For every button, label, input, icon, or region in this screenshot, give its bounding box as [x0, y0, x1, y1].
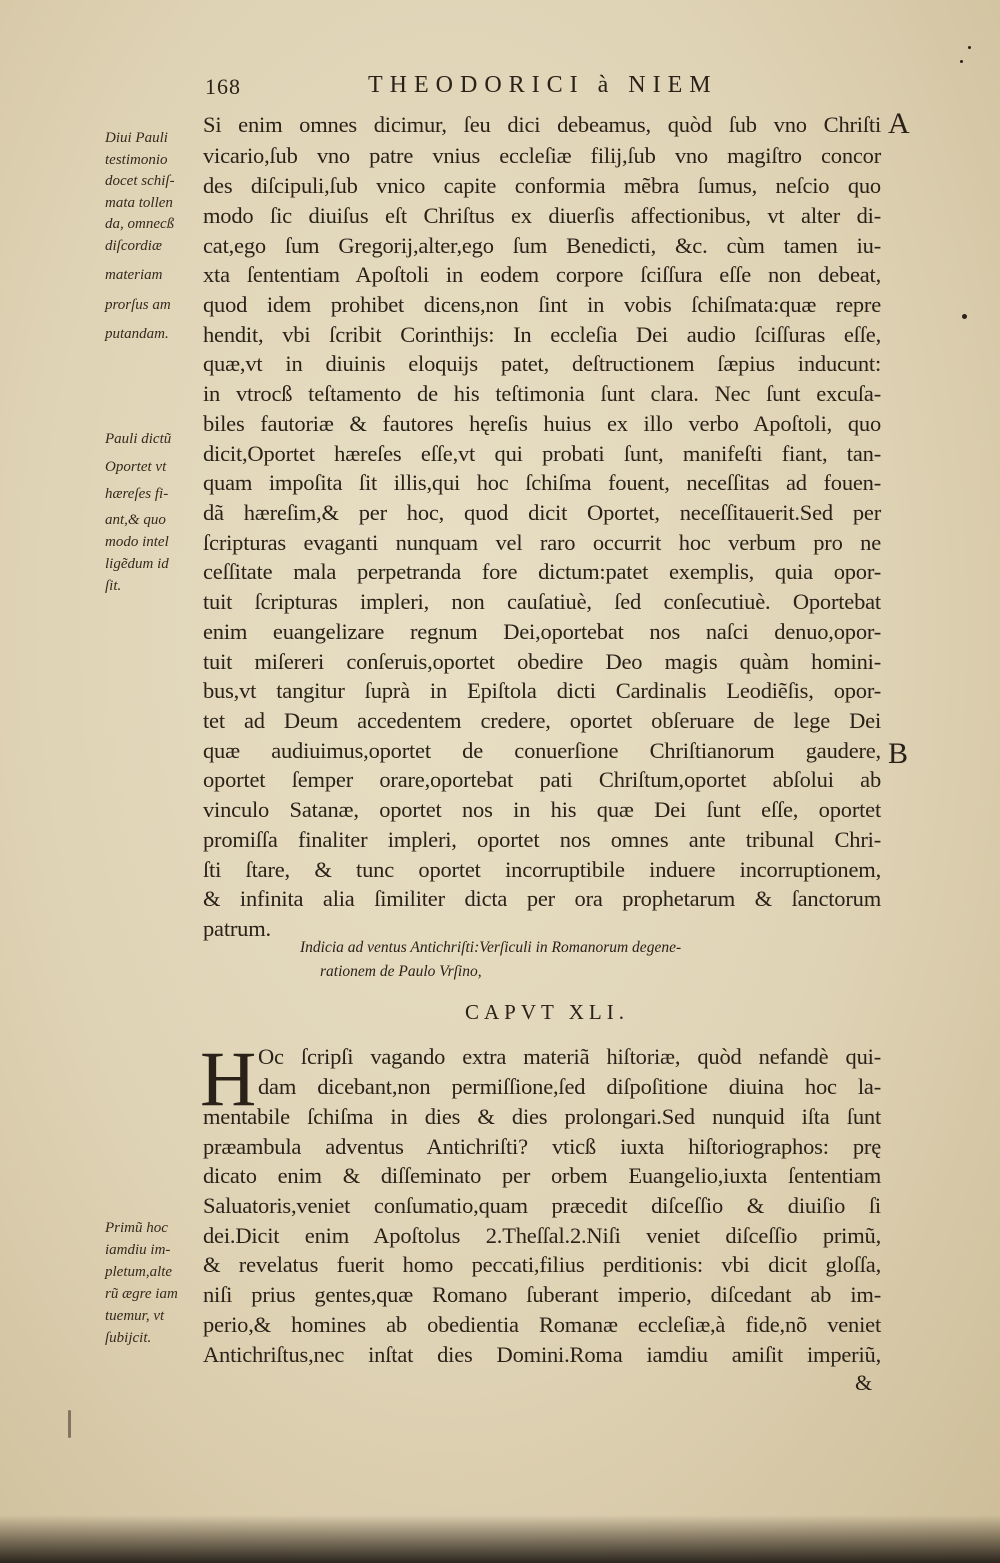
- marginal-note-line: ſit.: [105, 578, 122, 594]
- text-line: niſi prius gentes,quæ Romano ſuberant imperio, diſcedant ab im-: [203, 1282, 881, 1307]
- text-line: ſti ſtare, & tunc oportet incorruptibile induere incorruptionem,: [203, 857, 881, 882]
- text-line: xta ſententiam Apoſtoli in eodem corpore ſciſſura eſſe non debeat,: [203, 262, 881, 287]
- text-line: modo ſic diuiſus eſt Chriſtus ex diuerſis affectionibus, vt alter di-: [203, 203, 881, 228]
- text-line: Oc ſcripſi vagando extra materiã hiſtoriæ, quòd nefandè qui-: [258, 1044, 881, 1069]
- text-line: ſcripturas evaganti nunquam vel raro occurrit hoc verbum pro ne: [203, 530, 881, 555]
- chapter-summary-line: Indicia ad ventus Antichriſti:Verſiculi in Romanorum degene-: [300, 939, 682, 956]
- ink-spot: [968, 46, 971, 49]
- marginal-note-line: modo intel: [105, 534, 169, 550]
- text-line: dicit,Oportet hæreſes eſſe,vt qui probati ſunt, manifeſti fiant, tan-: [203, 441, 881, 466]
- text-line: bus,vt tangitur ſuprà in Epiſtola dicti Cardinalis Leodiẽſis, opor-: [203, 678, 881, 703]
- drop-capital: H: [200, 1035, 257, 1122]
- marginal-note-line: da, omnecß: [105, 216, 175, 232]
- text-line: cat,ego ſum Gregorij,alter,ego ſum Benedicti, &c. cùm tamen iu-: [203, 233, 881, 258]
- marginal-note-line: tuemur, vt: [105, 1308, 165, 1324]
- text-line: quæ,vt in diuinis eloquijs patet, deſtructionem ſæpius inducunt:: [203, 351, 881, 376]
- text-line: enim euangelizare regnum Dei,oportebat nos naſci denuo,opor-: [203, 619, 881, 644]
- text-line: & infinita alia ſimiliter dicta per ora prophetarum & ſanctorum: [203, 886, 881, 911]
- marginal-note-1: [105, 128, 205, 346]
- page-header: [205, 72, 795, 104]
- text-line: vicario,ſub vno patre vnius eccleſiæ filij,ſub vno magiſtro concor: [203, 143, 881, 168]
- marginal-note-line: ant,& quo: [105, 512, 166, 528]
- marginal-note-line: ſubijcit.: [105, 1330, 152, 1346]
- marginal-note-line: putandam.: [105, 326, 169, 342]
- text-line: promiſſa finaliter impleri, oportet nos omnes ante tribunal Chri-: [203, 827, 881, 852]
- text-line: dicato enim & diſſeminato per orbem Euangelio,iuxta ſententiam: [203, 1163, 881, 1188]
- catchword: &: [855, 1370, 873, 1395]
- marginal-note-line: materiam: [105, 267, 163, 283]
- text-line: Antichriſtus,nec inſtat dies Domini.Roma iamdiu amiſit imperiũ,: [203, 1342, 881, 1367]
- marginal-note-line: ligẽdum id: [105, 556, 169, 572]
- marginal-note-line: pletum,alte: [105, 1264, 173, 1280]
- text-line: mentabile ſchiſma in dies & dies prolongari.Sed nunquid iſta ſunt: [203, 1104, 881, 1129]
- chapter-title: CAPVT XLI.: [465, 1000, 629, 1024]
- marginal-note-line: testimonio: [105, 151, 168, 168]
- text-line: des diſcipuli,ſub vnico capite conformia mẽbra ſumus, neſcio quo: [203, 173, 881, 198]
- text-line: perio,& homines ab obedientia Romanæ eccleſiæ,à fide,nõ veniet: [203, 1312, 881, 1337]
- marginal-note-line: Pauli dictũ: [105, 431, 172, 447]
- text-line: tuit miſereri conſeruis,oportet obedire Deo magis quàm homini-: [203, 649, 881, 674]
- text-line: Si enim omnes dicimur, ſeu dici debeamus, quòd ſub vno Chriſti: [203, 112, 881, 137]
- text-line: ceſſitate mala perpetranda fore dictum:patet exemplis, quia opor-: [203, 559, 881, 584]
- text-line: in vtrocß teſtamento de his teſtimonia ſunt clara. Nec ſunt excuſa-: [203, 381, 881, 406]
- text-line: præambula adventus Antichriſti? vticß iuxta hiſtoriographos: prę: [203, 1134, 881, 1159]
- ink-spot: [960, 60, 963, 63]
- chapter-summary: [300, 936, 820, 984]
- page-number: 168: [205, 74, 241, 99]
- marginal-note-line: prorſus am: [105, 296, 171, 313]
- marginal-note-line: hæreſes fi-: [105, 486, 169, 502]
- marginal-note-line: Oportet vt: [105, 459, 167, 475]
- text-line: quod idem prohibet dicens,non ſint in vobis ſchiſmata:quæ repre: [203, 292, 881, 317]
- marginal-note-line: mata tollen: [105, 194, 173, 211]
- marginal-note-line: rũ ægre iam: [105, 1286, 178, 1302]
- text-line: Saluatoris,veniet conſumatio,quam præcedit diſceſſio & diuiſio ſi: [203, 1193, 881, 1218]
- ink-stroke: [68, 1410, 71, 1438]
- text-line: tet ad Deum accedentem credere, oportet obſeruare de lege Dei: [203, 708, 881, 733]
- text-line: oportet ſemper orare,oportebat pati Chriſtum,oportet abſolui ab: [203, 767, 881, 792]
- text-line: vinculo Satanæ, oportet nos in his quæ Dei ſunt eſſe, oportet: [203, 797, 881, 822]
- ink-spot: [962, 314, 967, 319]
- marginal-note-2: [105, 428, 205, 597]
- running-head: THEODORICI à NIEM: [368, 72, 718, 98]
- marginal-note-3: [105, 1217, 205, 1349]
- text-line: hendit, vbi ſcribit Corinthijs: In eccleſia Dei audio ſciſſuras eſſe,: [203, 322, 881, 347]
- page-edge-shadow: [0, 1515, 1000, 1563]
- marginal-note-line: Primũ hoc: [105, 1220, 168, 1236]
- signature-mark-b: B: [888, 737, 909, 770]
- signature-mark-a: A: [888, 107, 910, 140]
- text-line: quam impoſita ſit illis,qui hoc ſchiſma fouent, neceſſitas ad fouen-: [203, 470, 881, 495]
- text-line: tuit ſcripturas impleri, non cauſatiuè, ſed conſecutiuè. Oportebat: [203, 589, 881, 614]
- text-line: quæ audiuimus,oportet de conuerſione Chriſtianorum gaudere,: [203, 738, 881, 763]
- text-line: & revelatus fuerit homo peccati,filius perditionis: vbi dicit gloſſa,: [203, 1252, 881, 1277]
- text-line: dei.Dicit enim Apoſtolus 2.Theſſal.2.Niſi veniet diſceſſio primũ,: [203, 1223, 881, 1248]
- chapter-summary-line: rationem de Paulo Vrſino,: [320, 963, 482, 980]
- marginal-note-line: diſcordiæ: [105, 237, 162, 254]
- text-line: biles fautoriæ & fautores hęreſis huius ex illo verbo Apoſtoli, quo: [203, 411, 881, 436]
- marginal-note-line: docet schiſ-: [105, 173, 175, 189]
- marginal-note-line: Diui Pauli: [105, 130, 168, 146]
- text-line: patrum.: [203, 916, 271, 941]
- text-line: dam dicebant,non permiſſione,ſed diſpoſitione diuina hoc la-: [258, 1074, 881, 1099]
- text-line: dã hæreſim,& per hoc, quod dicit Oportet, neceſſitauerit.Sed per: [203, 500, 881, 525]
- marginal-note-line: iamdiu im-: [105, 1242, 171, 1258]
